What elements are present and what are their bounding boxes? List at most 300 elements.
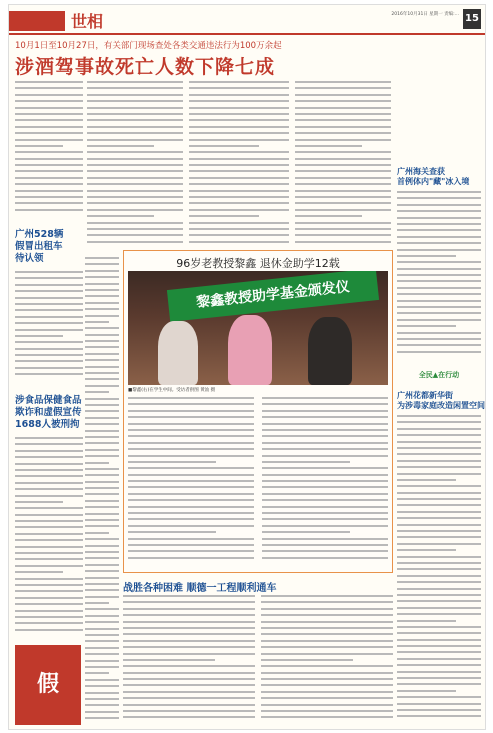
text-line [397, 504, 481, 506]
text-line [397, 280, 481, 282]
text-lines [397, 191, 481, 353]
text-line [15, 495, 83, 497]
text-line [87, 241, 183, 243]
text-line [85, 302, 119, 304]
text-line [85, 449, 119, 451]
text-line [397, 575, 481, 577]
text-line [15, 565, 83, 567]
text-line [261, 697, 393, 699]
text-line [397, 511, 481, 513]
text-line [85, 666, 119, 668]
feature-box [123, 250, 393, 573]
text-line [262, 518, 388, 520]
text-line [128, 435, 254, 437]
text-line [85, 334, 119, 336]
text-line [295, 145, 362, 147]
text-line [87, 183, 183, 185]
text-line [128, 518, 254, 520]
text-line [397, 249, 481, 251]
text-lines [397, 415, 481, 717]
text-line [189, 202, 289, 204]
text-line [85, 430, 119, 432]
newspaper-page [8, 4, 486, 730]
text-line [189, 145, 259, 147]
text-line [15, 590, 83, 592]
text-line [15, 450, 83, 452]
text-line [123, 704, 255, 706]
text-lines [261, 595, 393, 718]
text-line [85, 634, 119, 636]
text-column [262, 397, 388, 569]
text-line [261, 614, 393, 616]
text-line [85, 602, 109, 604]
text-line [85, 640, 119, 642]
text-line [295, 234, 391, 236]
photo-caption: ■黎鑫(右)在学生中间。受访者供图 黄汕 摄 [128, 388, 216, 393]
text-line [87, 222, 183, 224]
text-line [85, 462, 109, 464]
text-line [262, 525, 388, 527]
text-line [189, 177, 289, 179]
text-line [15, 322, 83, 324]
text-line [85, 398, 119, 400]
text-line [123, 633, 255, 635]
text-line [397, 204, 481, 206]
text-line [397, 594, 481, 596]
text-line [397, 415, 481, 417]
text-line [85, 660, 119, 662]
text-line [262, 538, 388, 540]
text-line [85, 704, 119, 706]
text-line [15, 488, 83, 490]
text-line [128, 525, 254, 527]
text-line [15, 202, 83, 204]
text-line [85, 647, 119, 649]
text-line [85, 615, 119, 617]
text-line [128, 397, 254, 399]
text-line [15, 526, 83, 528]
right-headline-2 [397, 391, 485, 411]
text-line [85, 315, 119, 317]
text-line [397, 690, 456, 692]
bottom-headline: 战胜各种困难 顺德一工程顺利通车 [123, 583, 277, 594]
text-line [261, 704, 393, 706]
text-line [189, 222, 289, 224]
text-line [85, 270, 119, 272]
text-line [87, 158, 183, 160]
text-line [15, 329, 83, 331]
text-line [15, 81, 83, 83]
text-line [262, 410, 388, 412]
text-line [397, 664, 481, 666]
text-line [15, 520, 83, 522]
text-line [87, 107, 183, 109]
text-line [85, 436, 119, 438]
text-line [15, 539, 83, 541]
text-line [397, 632, 481, 634]
text-line [262, 512, 388, 514]
text-line [87, 100, 183, 102]
text-line [85, 583, 119, 585]
text-column [189, 81, 289, 249]
text-line [15, 622, 83, 624]
text-line [262, 544, 388, 546]
text-line [397, 428, 481, 430]
text-line [261, 691, 393, 693]
text-line [85, 621, 119, 623]
text-line [87, 87, 183, 89]
text-line [397, 556, 481, 558]
text-line [15, 309, 83, 311]
text-line [189, 94, 289, 96]
text-line [85, 628, 119, 630]
text-line [261, 672, 393, 674]
text-line [15, 190, 83, 192]
text-line [128, 512, 254, 514]
text-line [397, 268, 481, 270]
text-line [87, 113, 183, 115]
text-line [15, 177, 83, 179]
text-line [189, 170, 289, 172]
text-line [397, 479, 456, 481]
text-line [397, 613, 481, 615]
text-line [262, 474, 388, 476]
text-line [85, 372, 119, 374]
text-line [262, 403, 388, 405]
text-line [15, 303, 83, 305]
text-line [128, 474, 254, 476]
text-line [15, 437, 83, 439]
text-line [295, 139, 391, 141]
person-figure [308, 317, 352, 385]
text-line [87, 81, 183, 83]
text-line [128, 403, 254, 405]
main-kicker: 10月1日至10月27日，有关部门现场查处各类交通违法行为100万余起 [15, 41, 282, 51]
text-line [15, 629, 83, 631]
text-line [189, 215, 259, 217]
text-line [15, 87, 83, 89]
text-line [397, 242, 481, 244]
text-line [262, 429, 388, 431]
text-line [15, 533, 83, 535]
text-line [128, 557, 254, 559]
text-line [123, 716, 255, 718]
text-line [128, 550, 254, 552]
text-line [189, 139, 289, 141]
text-line [189, 234, 289, 236]
text-line [262, 448, 388, 450]
text-line [397, 626, 481, 628]
text-lines [15, 437, 83, 631]
text-line [397, 473, 481, 475]
text-line [397, 581, 481, 583]
text-line [397, 524, 481, 526]
text-line [85, 378, 119, 380]
text-line [15, 482, 83, 484]
text-line [87, 202, 183, 204]
text-line [15, 348, 83, 350]
text-lines [85, 257, 119, 719]
text-line [295, 107, 391, 109]
text-line [123, 684, 255, 686]
text-line [15, 360, 83, 362]
text-line [262, 461, 350, 463]
text-line [397, 344, 481, 346]
text-line [189, 190, 289, 192]
text-line [397, 319, 481, 321]
text-line [295, 170, 391, 172]
main-headline: 涉酒驾事故死亡人数下降七成 [15, 56, 276, 78]
text-line [123, 621, 255, 623]
text-line [15, 373, 83, 375]
text-line [261, 659, 353, 661]
text-line [123, 665, 255, 667]
text-line [189, 126, 289, 128]
text-line [295, 215, 362, 217]
text-line [85, 321, 109, 323]
text-line [15, 367, 83, 369]
text-column [295, 81, 391, 249]
text-line [295, 228, 391, 230]
text-line [85, 385, 119, 387]
text-line [85, 353, 119, 355]
text-line [87, 190, 183, 192]
text-line [15, 463, 83, 465]
text-line [15, 164, 83, 166]
text-line [397, 223, 481, 225]
text-line [295, 202, 391, 204]
product-image: 假 [15, 645, 81, 725]
text-line [128, 423, 254, 425]
text-line [397, 300, 481, 302]
text-line [397, 441, 481, 443]
text-line [123, 697, 255, 699]
text-line [189, 81, 289, 83]
feature-title: 96岁老教授黎鑫 退休金助学12载 [176, 257, 340, 270]
text-line [85, 532, 109, 534]
text-line [261, 716, 393, 718]
text-line [128, 429, 254, 431]
text-column [15, 437, 83, 637]
text-line [123, 614, 255, 616]
text-line [85, 391, 109, 393]
text-column [128, 397, 254, 569]
text-line [397, 434, 481, 436]
text-line [128, 448, 254, 450]
text-line [262, 435, 388, 437]
text-line [397, 562, 481, 564]
text-lines [262, 397, 388, 559]
text-line [15, 284, 83, 286]
text-line [123, 691, 255, 693]
text-line [189, 132, 289, 134]
text-line [189, 107, 289, 109]
text-line [85, 455, 119, 457]
text-line [397, 543, 481, 545]
text-line [261, 640, 393, 642]
text-line [295, 183, 391, 185]
text-line [87, 177, 183, 179]
right-headline-1 [397, 167, 481, 187]
text-line [85, 257, 119, 259]
text-line [15, 271, 83, 273]
text-line [261, 646, 393, 648]
text-line [85, 417, 119, 419]
text-line [87, 132, 183, 134]
text-line [123, 601, 255, 603]
text-line [261, 601, 393, 603]
text-line [397, 568, 481, 570]
text-line [15, 316, 83, 318]
text-line [189, 113, 289, 115]
text-column [261, 595, 393, 725]
text-lines [189, 81, 289, 243]
text-line [397, 645, 481, 647]
text-line [128, 538, 254, 540]
text-line [295, 113, 391, 115]
text-line [295, 132, 391, 134]
text-line [15, 514, 83, 516]
text-line [397, 530, 481, 532]
text-line [397, 274, 481, 276]
text-line [262, 467, 388, 469]
text-line [87, 209, 183, 211]
text-line [128, 480, 254, 482]
text-lines [15, 81, 83, 211]
text-line [295, 164, 391, 166]
text-line [261, 608, 393, 610]
text-line [128, 416, 254, 418]
text-line [85, 340, 119, 342]
page-header [9, 5, 485, 35]
text-line [397, 261, 481, 263]
text-line [85, 404, 119, 406]
text-line [123, 672, 255, 674]
text-line [85, 346, 119, 348]
text-line [397, 671, 481, 673]
text-line [85, 442, 119, 444]
text-line [85, 564, 119, 566]
text-column [397, 191, 481, 361]
text-line [85, 481, 119, 483]
left-title-1: 广州528辆 假冒出租车 待认领 [15, 229, 64, 264]
text-line [397, 715, 481, 717]
section-title: 世相 [71, 12, 104, 31]
text-line [262, 480, 388, 482]
text-line [123, 640, 255, 642]
text-line [15, 107, 83, 109]
text-line [189, 209, 289, 211]
text-line [85, 545, 119, 547]
text-line [397, 338, 481, 340]
text-line [295, 241, 391, 243]
text-line [397, 217, 481, 219]
text-line [15, 119, 83, 121]
text-line [15, 290, 83, 292]
text-line [87, 215, 154, 217]
text-line [262, 423, 388, 425]
text-line [262, 499, 388, 501]
text-line [87, 94, 183, 96]
text-line [15, 571, 63, 573]
text-line [397, 229, 481, 231]
text-line [85, 366, 119, 368]
text-line [295, 196, 391, 198]
text-line [123, 659, 215, 661]
text-lines [15, 271, 83, 375]
left-headline-2 [15, 395, 83, 431]
text-line [128, 506, 254, 508]
text-line [262, 416, 388, 418]
text-line [397, 588, 481, 590]
text-line [85, 423, 119, 425]
text-line [15, 277, 83, 279]
text-line [85, 698, 119, 700]
text-line [87, 126, 183, 128]
text-line [261, 595, 393, 597]
text-line [123, 710, 255, 712]
text-line [87, 170, 183, 172]
text-line [295, 87, 391, 89]
text-line [85, 538, 119, 540]
text-line [397, 639, 481, 641]
text-line [295, 81, 391, 83]
text-line [85, 653, 119, 655]
text-line [397, 236, 481, 238]
text-line [15, 558, 83, 560]
text-line [397, 703, 481, 705]
text-line [15, 151, 83, 153]
text-line [85, 410, 119, 412]
text-line [85, 500, 119, 502]
text-line [295, 158, 391, 160]
text-line [397, 421, 481, 423]
text-line [15, 145, 63, 147]
left-title-2: 涉食品保健食品 欺诈和虚假宣传 1688人被刑拘 [15, 395, 82, 430]
text-line [15, 501, 63, 503]
text-line [85, 711, 119, 713]
text-line [397, 683, 481, 685]
text-line [15, 297, 83, 299]
text-line [261, 627, 393, 629]
text-line [85, 570, 119, 572]
text-line [189, 228, 289, 230]
feature-photo [128, 271, 388, 385]
text-line [15, 132, 83, 134]
text-line [85, 672, 109, 674]
text-line [397, 677, 481, 679]
text-line [397, 466, 481, 468]
left-headline-1 [15, 229, 83, 265]
text-line [85, 493, 119, 495]
text-line [397, 696, 481, 698]
text-line [85, 685, 119, 687]
text-line [397, 651, 481, 653]
text-line [15, 158, 83, 160]
text-line [85, 577, 119, 579]
text-line [295, 126, 391, 128]
text-lines [123, 595, 255, 718]
text-line [128, 467, 254, 469]
text-line [85, 263, 119, 265]
text-line [15, 469, 83, 471]
text-line [397, 607, 481, 609]
text-line [295, 151, 391, 153]
text-line [262, 397, 388, 399]
text-line [128, 531, 216, 533]
text-line [85, 474, 119, 476]
campaign-logo: 全民▲在行动 [418, 371, 460, 379]
